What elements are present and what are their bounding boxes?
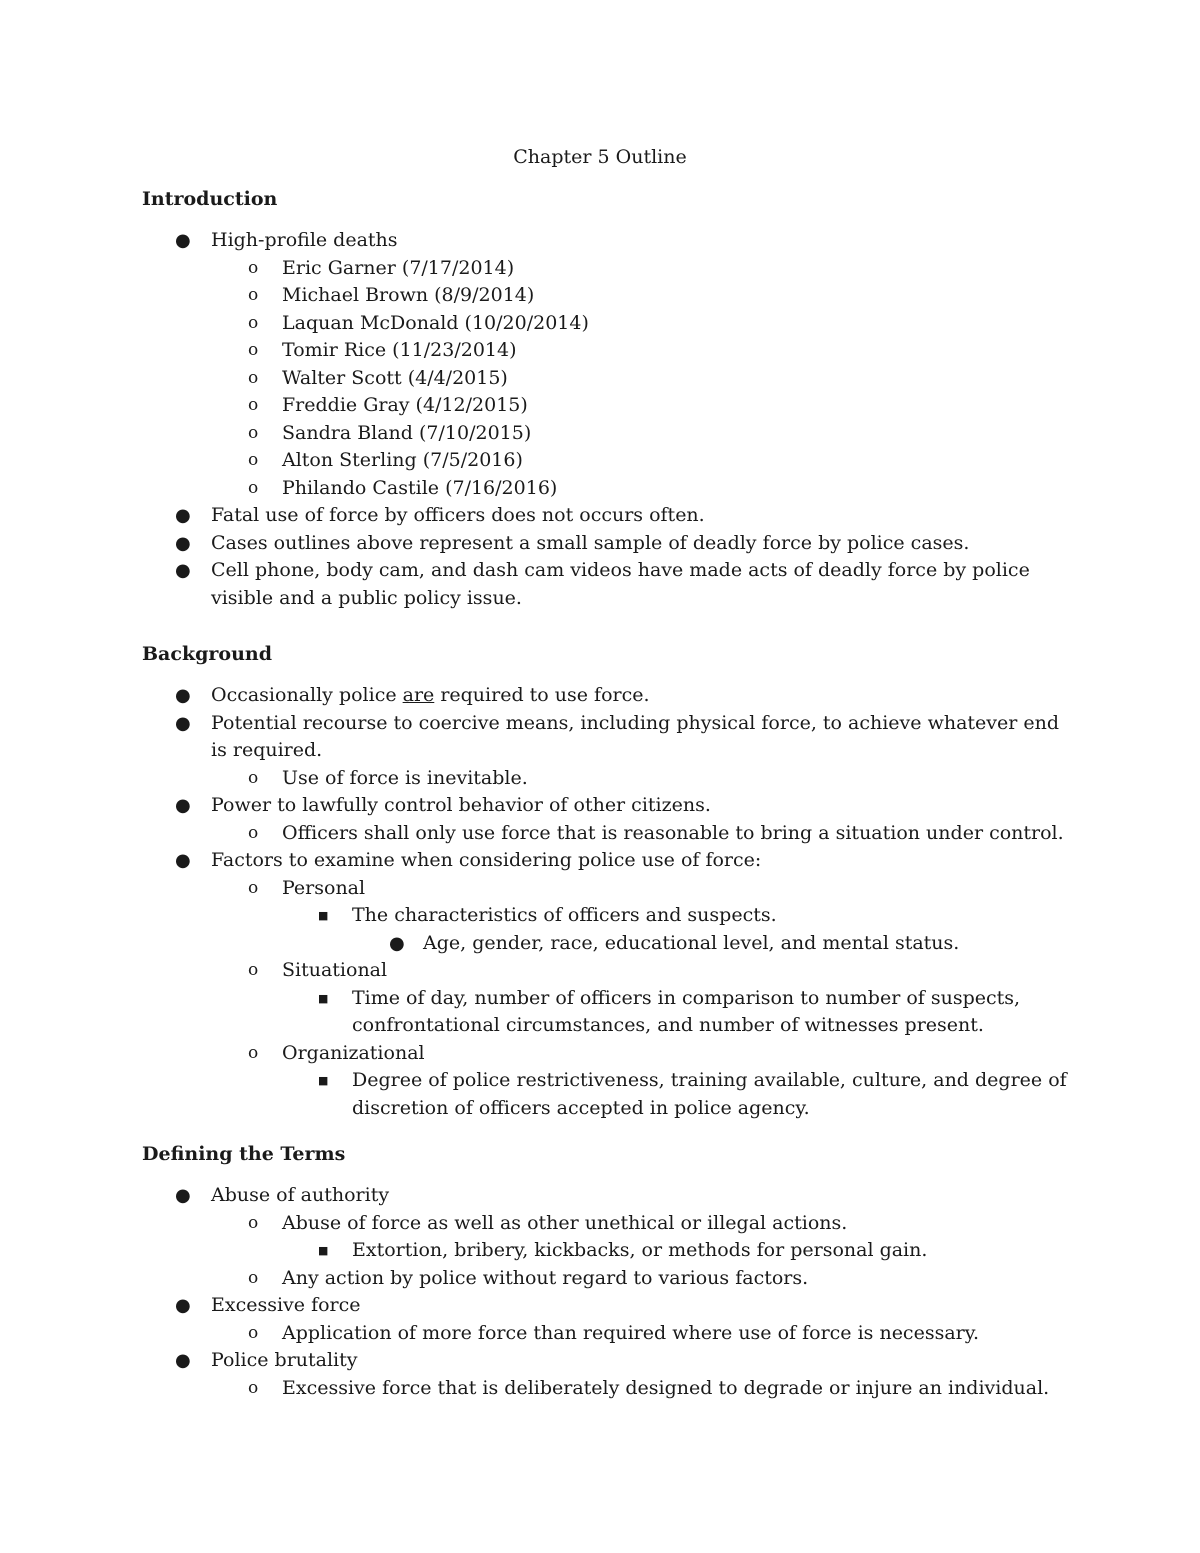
list-item: [142, 765, 1072, 793]
list-item-text: Any action by police without regard to various factors.: [282, 1266, 809, 1289]
section-background: [142, 640, 1072, 1122]
disc-bullet-icon: ●: [175, 505, 191, 526]
list-item: [142, 1320, 1072, 1348]
disc-bullet-icon: ●: [175, 230, 191, 251]
disc-bullet-icon: ●: [175, 850, 191, 871]
list-item: [142, 337, 1072, 365]
list-item: [142, 420, 1072, 448]
list-item-text: Philando Castile (7/16/2016): [282, 476, 558, 499]
list-item-text: Alton Sterling (7/5/2016): [282, 449, 523, 471]
list-item: [142, 1182, 1072, 1210]
disc-bullet-icon: ●: [175, 1295, 191, 1316]
disc-bullet-icon: ●: [175, 1185, 191, 1206]
list-item-text: Situational: [282, 959, 388, 981]
section-heading-introduction: Introduction: [142, 188, 278, 210]
list-item-text: Age, gender, race, educational level, and mental status.: [423, 931, 960, 954]
circle-bullet-icon: o: [248, 1042, 259, 1063]
circle-bullet-icon: o: [248, 822, 259, 843]
list-item: [142, 1210, 1072, 1238]
list-item-text: Sandra Bland (7/10/2015): [282, 421, 532, 444]
list-item: [142, 820, 1072, 848]
list-item: [142, 1067, 1072, 1122]
circle-bullet-icon: o: [248, 422, 259, 443]
list-item: [142, 1375, 1072, 1403]
list-item-text: Extortion, bribery, kickbacks, or methods for personal gain.: [352, 1239, 928, 1261]
square-bullet-icon: ■: [318, 991, 329, 1005]
circle-bullet-icon: o: [248, 257, 259, 278]
circle-bullet-icon: o: [248, 312, 259, 333]
list-item-text: Application of more force than required where use of force is necessary.: [282, 1321, 979, 1344]
list-item: [142, 557, 1072, 612]
list-item: [142, 1265, 1072, 1293]
list-item: [142, 957, 1072, 985]
list-item: [142, 392, 1072, 420]
circle-bullet-icon: o: [248, 285, 259, 305]
list-item: [142, 282, 1072, 310]
disc-bullet-icon: ●: [175, 712, 191, 734]
circle-bullet-icon: o: [248, 767, 259, 788]
list-item-text: Walter Scott (4/4/2015): [282, 366, 508, 389]
circle-bullet-icon: o: [248, 367, 259, 388]
list-item: [142, 1347, 1072, 1375]
list-item-text: Freddie Gray (4/12/2015): [282, 394, 528, 416]
list-item-text: Excessive force: [211, 1294, 361, 1316]
list-item-text: Excessive force that is deliberately designed to degrade or injure an individual.: [282, 1376, 1050, 1399]
underlined-word: are: [402, 684, 435, 706]
circle-bullet-icon: o: [248, 477, 259, 498]
list-item: [142, 682, 1072, 710]
list-item-text: Organizational: [282, 1041, 425, 1064]
list-item: [142, 985, 1072, 1040]
circle-bullet-icon: o: [248, 340, 259, 360]
list-item: [142, 255, 1072, 283]
square-bullet-icon: ■: [318, 1074, 329, 1087]
list-item: [142, 475, 1072, 503]
circle-bullet-icon: o: [248, 1212, 259, 1233]
disc-bullet-icon: ●: [389, 932, 405, 954]
list-item-text: Tomir Rice (11/23/2014): [282, 339, 517, 361]
list-item-text: Police brutality: [211, 1349, 358, 1371]
list-item-text: Power to lawfully control behavior of other citizens.: [211, 794, 711, 816]
list-item-text: Occasionally police are required to use force.: [211, 684, 650, 706]
disc-bullet-icon: ●: [175, 685, 191, 706]
list-item: [142, 930, 1072, 958]
list-item: [142, 502, 1072, 530]
list-item-text: Fatal use of force by officers does not occurs often.: [211, 504, 705, 526]
list-item: [142, 847, 1072, 875]
list-item: [142, 792, 1072, 820]
circle-bullet-icon: o: [248, 877, 259, 898]
list-item-text: Cell phone, body cam, and dash cam videos have made acts of deadly force by police visible and a public policy issue.: [211, 559, 1030, 609]
page-title: Chapter 5 Outline: [513, 146, 687, 168]
section-heading-terms: Defining the Terms: [142, 1143, 346, 1165]
list-item-text: Cases outlines above represent a small sample of deadly force by police cases.: [211, 531, 970, 554]
list-item: [142, 1040, 1072, 1068]
list-item: [142, 1237, 1072, 1265]
list-item: [142, 875, 1072, 903]
list-item: [142, 227, 1072, 255]
list-item: [142, 447, 1072, 475]
list-item: [142, 902, 1072, 930]
square-bullet-icon: ■: [318, 909, 329, 922]
list-item-text: Laquan McDonald (10/20/2014): [282, 311, 589, 334]
section-defining-terms: [142, 1140, 1072, 1402]
list-item-text: Michael Brown (8/9/2014): [282, 284, 535, 306]
list-item-text: Potential recourse to coercive means, including physical force, to achieve whatever end is required.: [211, 711, 1060, 761]
disc-bullet-icon: ●: [175, 560, 191, 581]
circle-bullet-icon: o: [248, 960, 259, 980]
disc-bullet-icon: ●: [175, 795, 191, 816]
circle-bullet-icon: o: [248, 395, 259, 415]
list-item: [142, 710, 1072, 765]
circle-bullet-icon: o: [248, 1267, 259, 1288]
list-item-text: Eric Garner (7/17/2014): [282, 256, 515, 279]
list-item: [142, 365, 1072, 393]
circle-bullet-icon: o: [248, 1377, 259, 1398]
list-item-text: Personal: [282, 876, 366, 899]
list-item-text: Time of day, number of officers in comparison to number of suspects, confrontational circumstances, and number of witnesses present.: [352, 986, 1021, 1036]
list-item-text: Degree of police restrictiveness, training available, culture, and degree of discretion of officers accepted in police agency.: [352, 1069, 1067, 1119]
list-item-text: Abuse of force as well as other unethical or illegal actions.: [282, 1211, 848, 1234]
list-item-text: The characteristics of officers and suspects.: [352, 904, 777, 926]
list-item-text: High-profile deaths: [211, 229, 398, 251]
list-item-text: Officers shall only use force that is reasonable to bring a situation under control.: [282, 821, 1064, 844]
list-item-text: Factors to examine when considering police use of force:: [211, 849, 762, 871]
circle-bullet-icon: o: [248, 450, 259, 470]
section-introduction: [142, 185, 1072, 612]
disc-bullet-icon: ●: [175, 1350, 191, 1371]
disc-bullet-icon: ●: [175, 532, 191, 554]
section-heading-background: Background: [142, 643, 272, 665]
list-item: [142, 530, 1072, 558]
list-item: [142, 1292, 1072, 1320]
square-bullet-icon: ■: [318, 1244, 329, 1257]
list-item: [142, 310, 1072, 338]
list-item-text: Abuse of authority: [211, 1184, 390, 1206]
circle-bullet-icon: o: [248, 1322, 259, 1343]
list-item-text: Use of force is inevitable.: [282, 766, 528, 789]
